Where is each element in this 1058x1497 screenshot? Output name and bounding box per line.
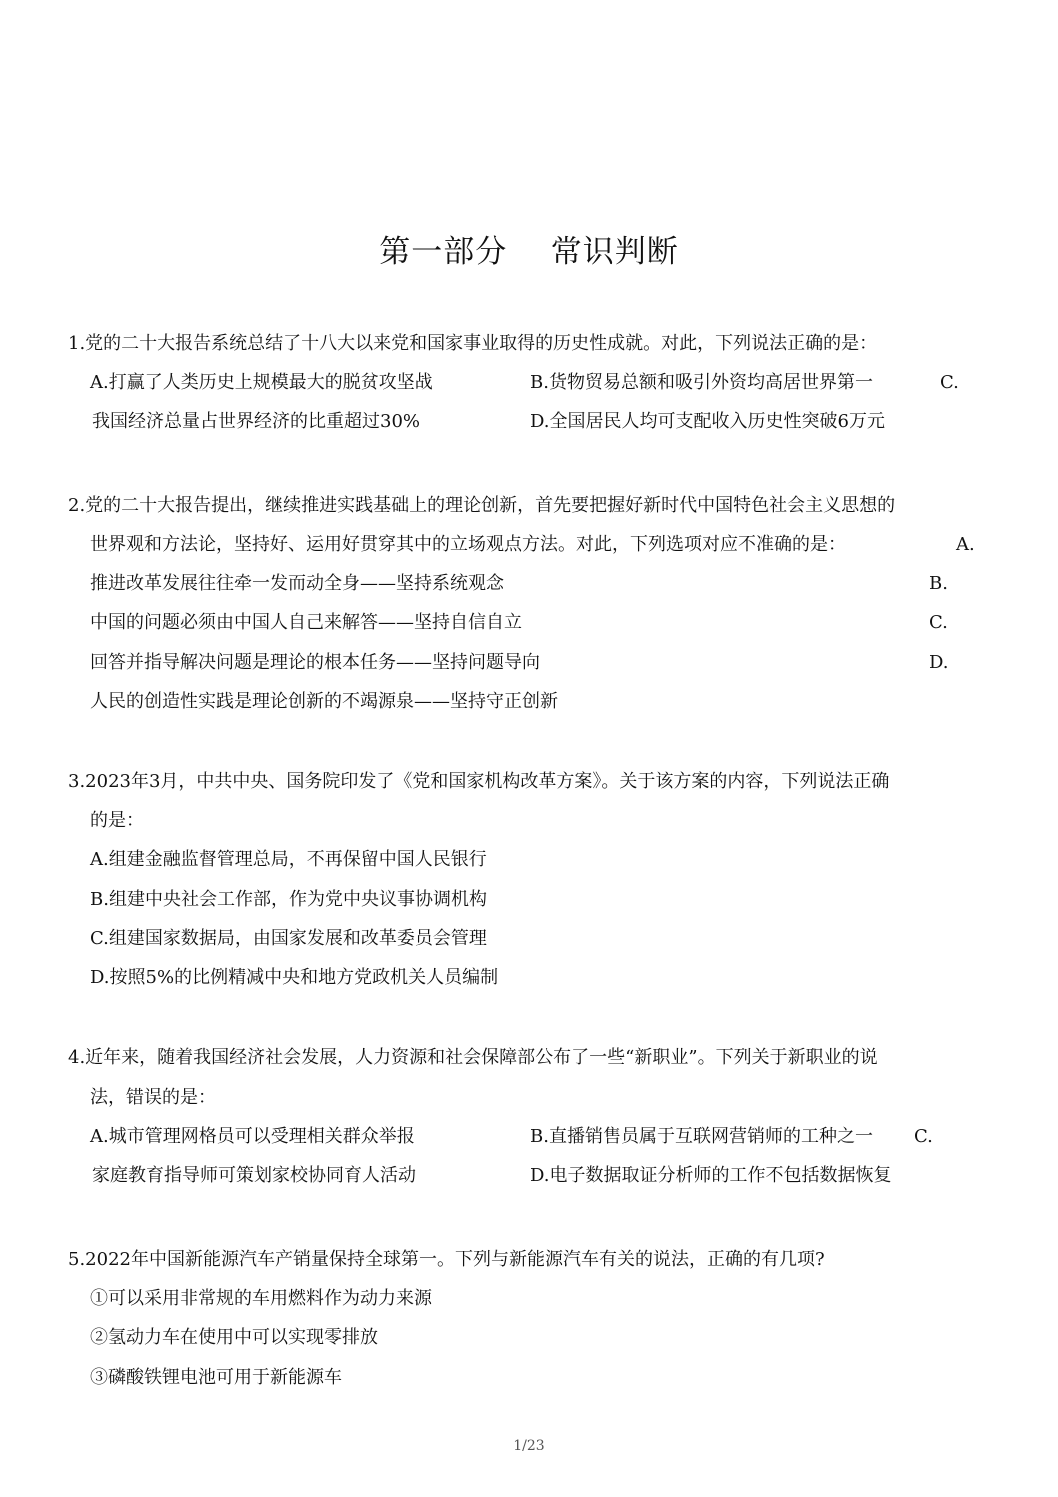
page-number: 1/23 <box>513 1438 545 1454</box>
question-4-option-c-text: 家庭教育指导师可策划家校协同育人活动 <box>92 1165 416 1186</box>
question-2-option-c-label: C. <box>929 612 948 633</box>
section-title: 第一部分 常识判断 <box>379 234 679 270</box>
question-3-option-c: C.组建国家数据局，由国家发展和改革委员会管理 <box>90 928 487 949</box>
question-4-option-c-label: C. <box>914 1126 933 1147</box>
question-4-option-b: B.直播销售员属于互联网营销师的工种之一 <box>530 1126 873 1147</box>
question-5-item-2: ②氢动力车在使用中可以实现零排放 <box>90 1327 378 1348</box>
question-3-option-b: B.组建中央社会工作部，作为党中央议事协调机构 <box>90 889 487 910</box>
question-2-option-d-label: D. <box>929 652 949 673</box>
question-4-stem-line-1: 4.近年来，随着我国经济社会发展，人力资源和社会保障部公布了一些“新职业”。下列关于新职业的说 <box>68 1047 878 1068</box>
question-4-option-a: A.城市管理网格员可以受理相关群众举报 <box>90 1126 415 1147</box>
question-1-option-c-label: C. <box>940 372 959 393</box>
question-1-stem: 1.党的二十大报告系统总结了十八大以来党和国家事业取得的历史性成就。对此，下列说法正确的是： <box>68 333 878 354</box>
question-5-item-1: ①可以采用非常规的车用燃料作为动力来源 <box>90 1288 432 1309</box>
question-5-item-3: ③磷酸铁锂电池可用于新能源车 <box>90 1367 342 1388</box>
question-2-option-b-text: 中国的问题必须由中国人自己来解答——坚持自信自立 <box>90 612 522 633</box>
question-2-option-a-label: A. <box>956 534 975 555</box>
question-5-stem: 5.2022年中国新能源汽车产销量保持全球第一。下列与新能源汽车有关的说法，正确的有几项? <box>68 1249 825 1270</box>
question-1-option-b: B.货物贸易总额和吸引外资均高居世界第一 <box>530 372 873 393</box>
question-3-option-d: D.按照5%的比例精减中央和地方党政机关人员编制 <box>90 967 499 988</box>
question-1-option-d: D.全国居民人均可支配收入历史性突破6万元 <box>530 411 885 432</box>
question-1-option-c-text: 我国经济总量占世界经济的比重超过30% <box>92 411 421 432</box>
question-4-stem-line-2: 法，错误的是： <box>90 1087 216 1108</box>
question-3-stem-line-1: 3.2023年3月，中共中央、国务院印发了《党和国家机构改革方案》。关于该方案的内容，下列说法正确 <box>68 771 890 792</box>
question-2-option-b-label: B. <box>929 573 948 594</box>
question-3-stem-line-2: 的是： <box>90 810 144 831</box>
question-2-option-a-text: 推进改革发展往往牵一发而动全身——坚持系统观念 <box>90 573 504 594</box>
question-2-option-c-text: 回答并指导解决问题是理论的根本任务——坚持问题导向 <box>90 652 540 673</box>
question-2-stem-line-2: 世界观和方法论，坚持好、运用好贯穿其中的立场观点方法。对此，下列选项对应不准确的是： <box>90 534 846 555</box>
question-4-option-d: D.电子数据取证分析师的工作不包括数据恢复 <box>530 1165 892 1186</box>
question-2-option-d-text: 人民的创造性实践是理论创新的不竭源泉——坚持守正创新 <box>90 691 558 712</box>
question-1-option-a: A.打赢了人类历史上规模最大的脱贫攻坚战 <box>90 372 433 393</box>
question-2-stem-line-1: 2.党的二十大报告提出，继续推进实践基础上的理论创新，首先要把握好新时代中国特色社会主义思想的 <box>68 495 896 516</box>
question-3-option-a: A.组建金融监督管理总局，不再保留中国人民银行 <box>90 849 487 870</box>
